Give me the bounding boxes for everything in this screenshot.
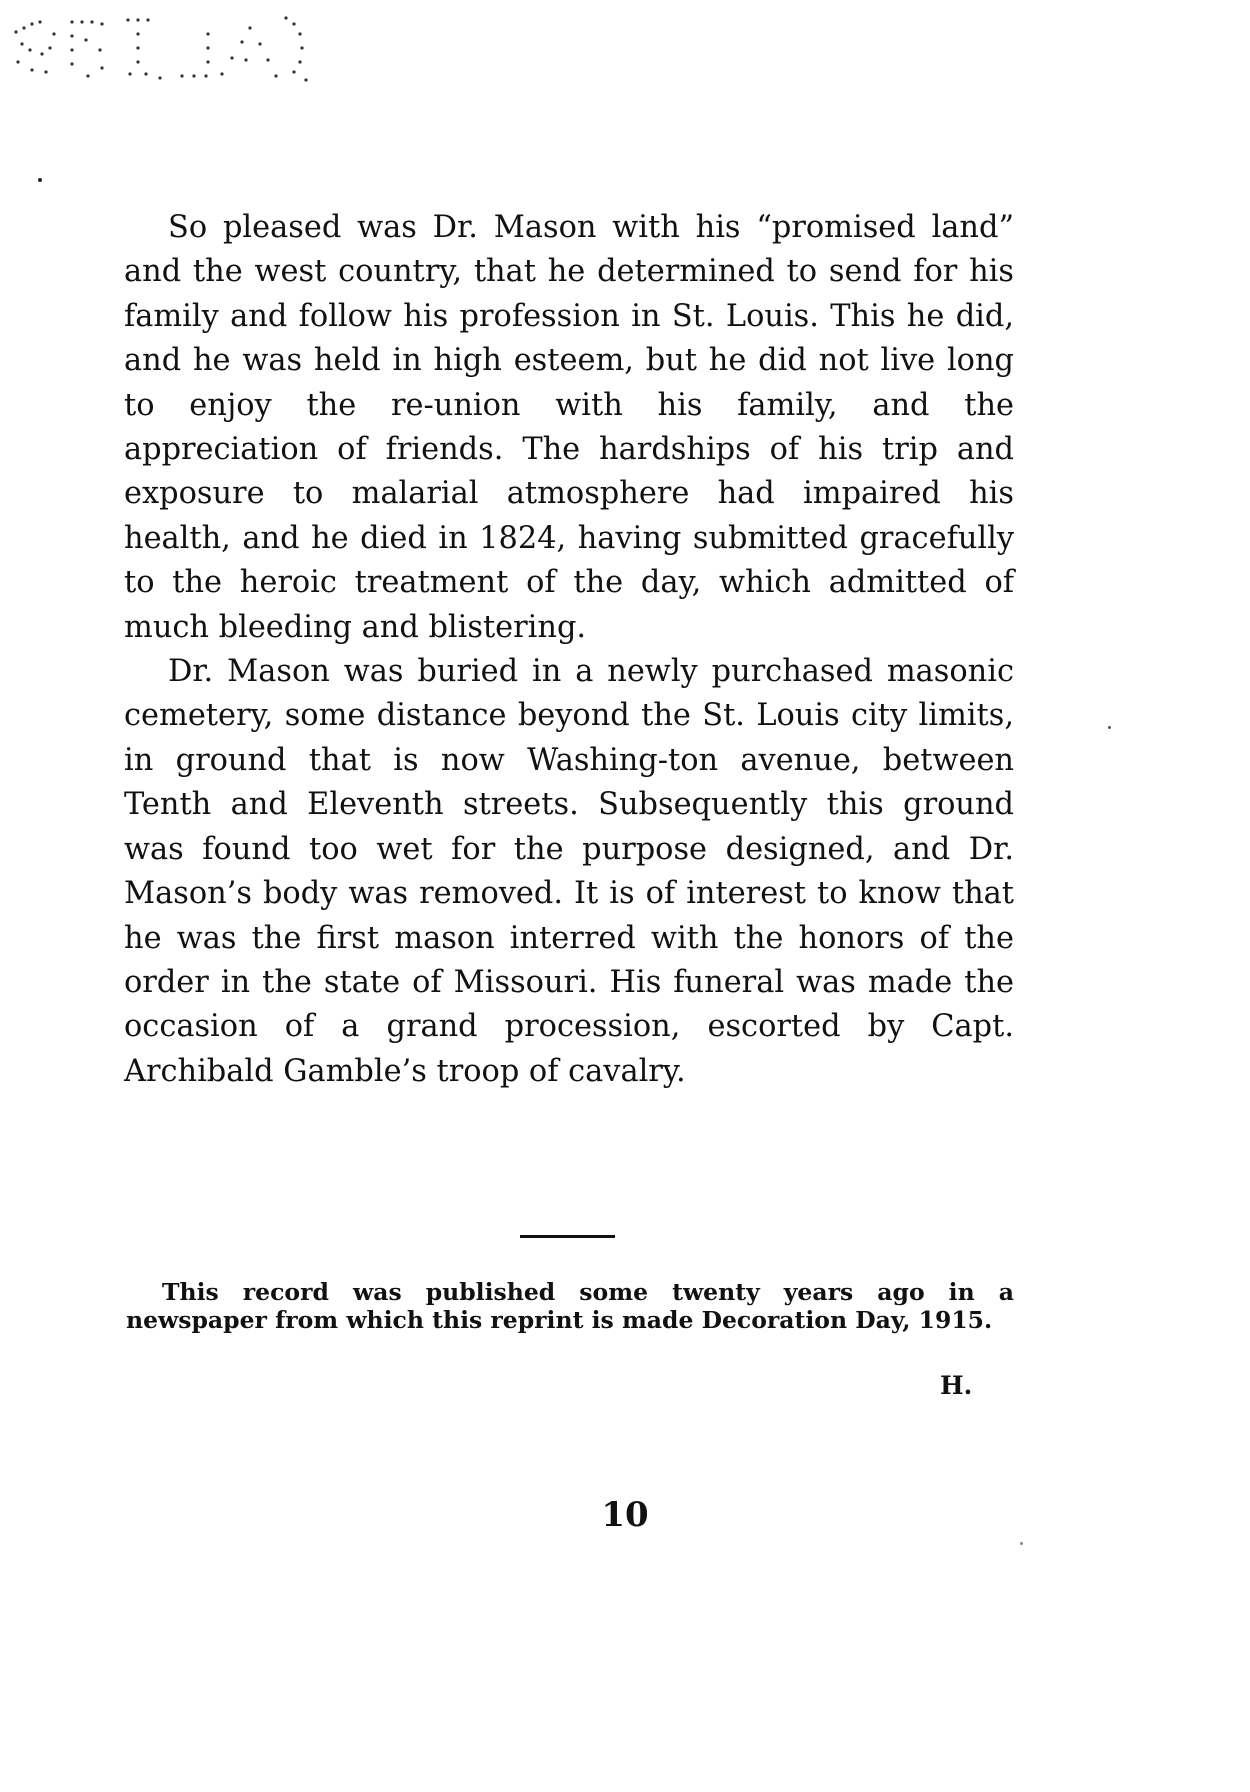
footnote (126, 1278, 1014, 1334)
body-paragraph: Dr. Mason was buried in a newly purchased masonic cemetery, some distance beyond the St. Louis city limits, in ground that is now Washing-ton avenue, between Tenth and Eleventh streets. Subsequently this ground was found too wet for the purpose designed, and Dr. Mason’s body was removed. It is of interest to know that he was the first mason interred with the honors of the order in the state of Missouri. His funeral was made the occasion of a grand procession, escorted by Capt. Archibald Gamble’s troop of cavalry. (124, 654, 1014, 1089)
ink-speck (1108, 726, 1111, 729)
signature-initial: H. (940, 1371, 973, 1400)
perforation-marks (10, 10, 320, 90)
section-divider (520, 1235, 615, 1238)
ink-speck (38, 178, 42, 182)
body-paragraph: So pleased was Dr. Mason with his “promised land” and the west country, that he determined to send for his family and follow his profession in St. Louis. This he did, and he was held in high esteem, but he did not live long to enjoy the re-union with his family, and the appreciation of friends. The hardships of his trip and exposure to malarial atmosphere had impaired his health, and he died in 1824, having submitted gracefully to the heroic treatment of the day, which admitted of much bleeding and blistering. (124, 210, 1014, 645)
body-text (124, 206, 1014, 1094)
ink-speck (1020, 1542, 1023, 1545)
page-number: 10 (601, 1495, 649, 1535)
footnote-text: This record was published some twenty years ago in a newspaper from which this reprint is made Decoration Day, 1915. (126, 1278, 1014, 1334)
